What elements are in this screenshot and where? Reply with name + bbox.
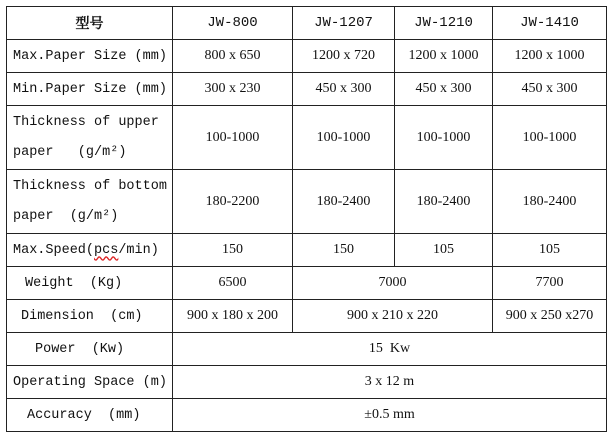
table-cell: 180-2400 [395, 170, 493, 234]
table-cell: 900 x 180 x 200 [173, 300, 293, 333]
weight-label: Weight (Kg) [7, 267, 173, 300]
table-cell: 800 x 650 [173, 40, 293, 73]
table-row [7, 73, 607, 106]
spec-sheet [6, 6, 606, 434]
table-row [7, 170, 607, 234]
table-cell: 15 Kw [173, 333, 607, 366]
table-cell: 7700 [493, 267, 607, 300]
table-row [7, 399, 607, 432]
table-row [7, 267, 607, 300]
model-jw-1207: JW-1207 [293, 7, 395, 40]
thickness-upper-label-line2: paper (g/m²) [13, 144, 127, 160]
table-cell: 300 x 230 [173, 73, 293, 106]
table-cell: 450 x 300 [493, 73, 607, 106]
min-paper-size-label: Min.Paper Size (mm) [7, 73, 173, 106]
table-cell: 180-2200 [173, 170, 293, 234]
table-cell: ±0.5 mm [173, 399, 607, 432]
header-row [7, 7, 607, 40]
table-cell: 900 x 250 x270 [493, 300, 607, 333]
table-cell: 150 [173, 234, 293, 267]
table-cell: 450 x 300 [293, 73, 395, 106]
max-paper-size-label: Max.Paper Size (mm) [7, 40, 173, 73]
table-cell: 7000 [293, 267, 493, 300]
table-cell: 180-2400 [493, 170, 607, 234]
max-speed-label-prefix: Max.Speed( [13, 242, 95, 258]
table-cell: 105 [493, 234, 607, 267]
model-jw-800: JW-800 [173, 7, 293, 40]
table-row [7, 40, 607, 73]
thickness-upper-label-line1: Thickness of upper [13, 114, 159, 130]
accuracy-label: Accuracy (mm) [7, 399, 173, 432]
spellcheck-marked-word: pcs [94, 242, 119, 258]
power-label: Power (Kw) [7, 333, 173, 366]
model-jw-1210: JW-1210 [395, 7, 493, 40]
table-row [7, 333, 607, 366]
spec-table [6, 6, 607, 432]
dimension-label: Dimension (cm) [7, 300, 173, 333]
table-cell: 3 x 12 m [173, 366, 607, 399]
max-speed-label [7, 234, 173, 267]
thickness-bottom-label-line2: paper (g/m²) [13, 208, 119, 224]
table-cell: 100-1000 [395, 106, 493, 170]
table-cell: 900 x 210 x 220 [293, 300, 493, 333]
table-cell: 1200 x 1000 [493, 40, 607, 73]
max-speed-label-suffix: /min) [118, 242, 159, 258]
table-cell: 100-1000 [293, 106, 395, 170]
table-row [7, 106, 607, 170]
thickness-bottom-label-line1: Thickness of bottom [13, 178, 167, 194]
model-jw-1410: JW-1410 [493, 7, 607, 40]
thickness-upper-label [7, 106, 173, 170]
operating-space-label: Operating Space (m) [7, 366, 173, 399]
table-cell: 180-2400 [293, 170, 395, 234]
table-cell: 6500 [173, 267, 293, 300]
table-cell: 100-1000 [493, 106, 607, 170]
thickness-bottom-label [7, 170, 173, 234]
table-cell: 1200 x 1000 [395, 40, 493, 73]
model-label-cell: 型号 [7, 7, 173, 40]
table-row [7, 300, 607, 333]
table-cell: 105 [395, 234, 493, 267]
table-cell: 1200 x 720 [293, 40, 395, 73]
table-cell: 100-1000 [173, 106, 293, 170]
table-cell: 450 x 300 [395, 73, 493, 106]
table-row [7, 234, 607, 267]
table-cell: 150 [293, 234, 395, 267]
table-row [7, 366, 607, 399]
